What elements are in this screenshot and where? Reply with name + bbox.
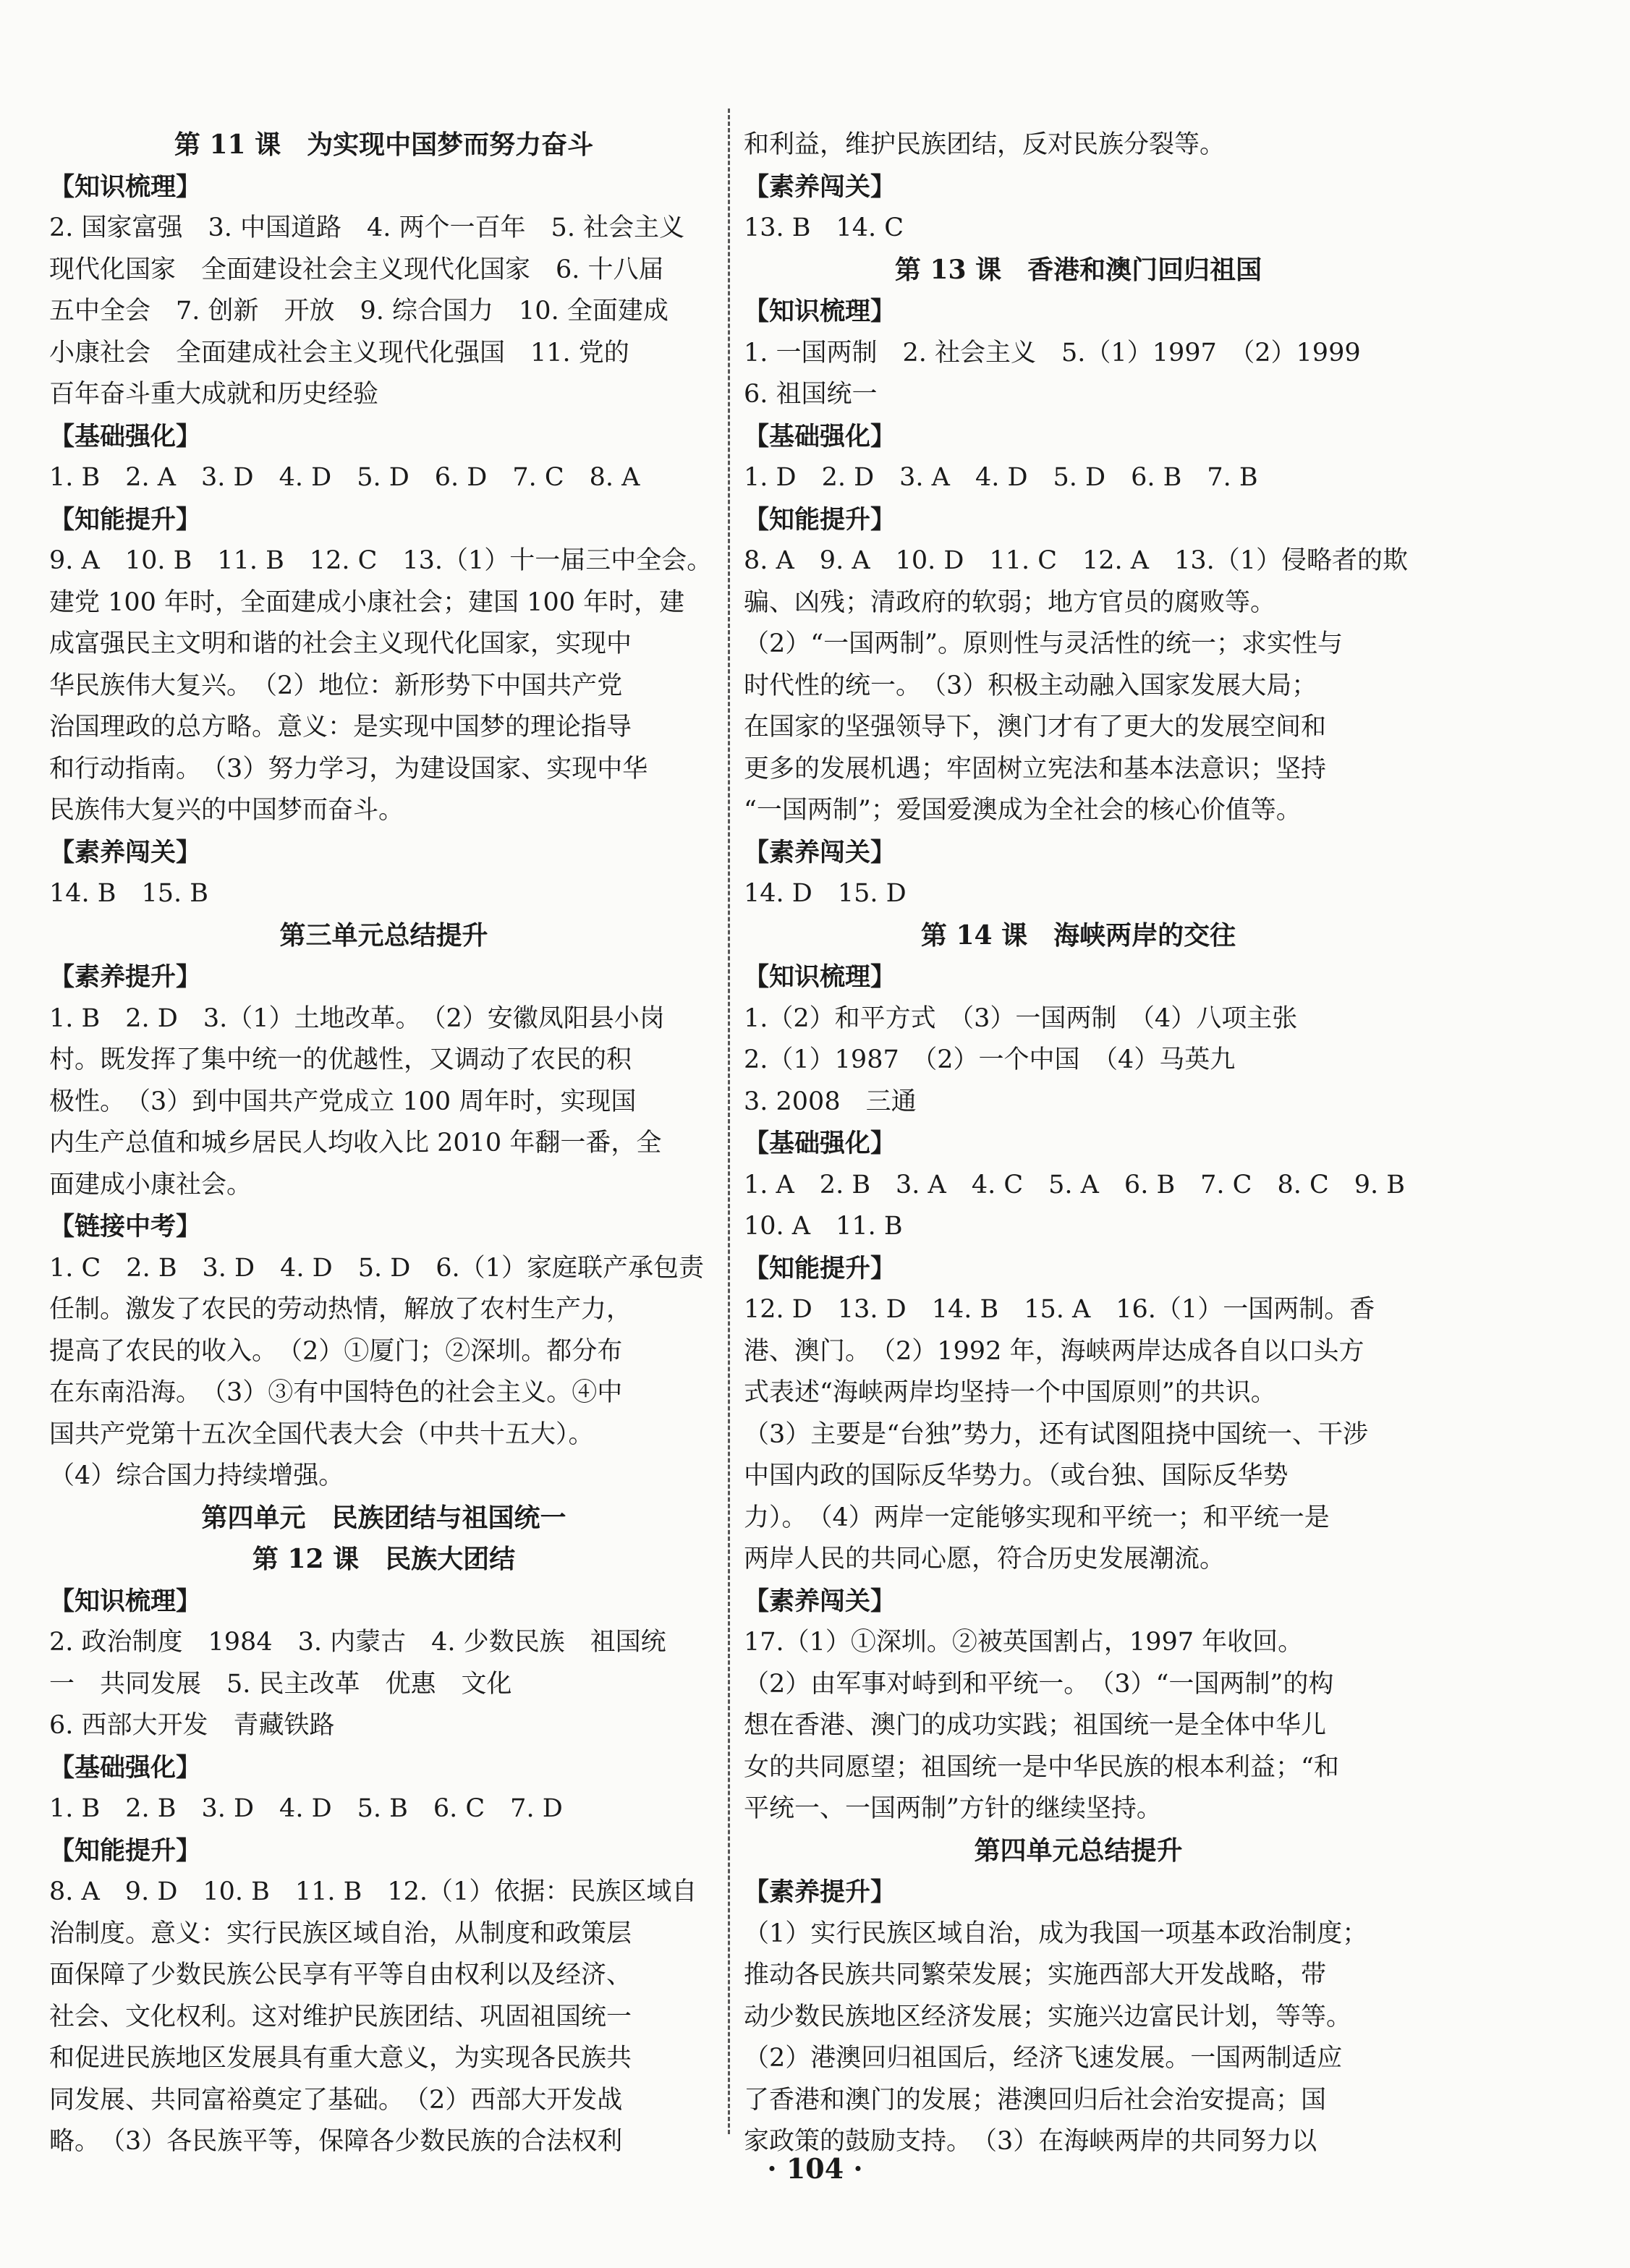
section-heading: 【知能提升】 — [744, 1253, 896, 1283]
answer-line: 现代化国家 全面建设社会主义现代化国家 6. 十八届 — [49, 255, 664, 284]
lesson-title: 第 13 课 香港和澳门回归祖国 — [894, 254, 1262, 285]
answer-line: 国共产党第十五次全国代表大会（中共十五大）。 — [49, 1419, 594, 1449]
answer-line: 10. A 11. B — [744, 1212, 903, 1241]
lesson-title: 第四单元总结提升 — [974, 1835, 1183, 1866]
answer-line: 14. D 15. D — [744, 879, 907, 908]
answer-line: （2）由军事对峙到和平统一。 （3）“一国两制”的构 — [744, 1669, 1334, 1699]
answer-line: 14. B 15. B — [49, 879, 209, 908]
answer-line: 提高了农民的收入。 （2）①厦门；②深圳。都分布 — [49, 1336, 623, 1366]
section-heading: 【基础强化】 — [744, 1129, 896, 1158]
answer-line: 1. B 2. A 3. D 4. D 5. D 6. D 7. C 8. A — [49, 463, 640, 492]
lesson-title: 第 12 课 民族大团结 — [252, 1544, 516, 1574]
answer-line: 建党 100 年时，全面建成小康社会；建国 100 年时，建 — [49, 587, 685, 617]
answer-line: （2）“一国两制”。原则性与灵活性的统一；求实性与 — [744, 629, 1344, 658]
answer-line: 任制。激发了农民的劳动热情，解放了农村生产力， — [49, 1295, 632, 1324]
answer-line: 力）。 （4）两岸一定能够实现和平统一；和平统一是 — [744, 1503, 1330, 1532]
answer-line: 社会、文化权利。这对维护民族团结、巩固祖国统一 — [49, 2002, 632, 2031]
answer-line: 两岸人民的共同心愿，符合历史发展潮流。 — [744, 1545, 1226, 1573]
answer-line: 同发展、共同富裕奠定了基础。 （2）西部大开发战 — [49, 2085, 623, 2115]
lesson-title: 第四单元 民族团结与祖国统一 — [201, 1502, 566, 1533]
answer-line: 百年奋斗重大成就和历史经验 — [49, 380, 379, 409]
answer-line: 6. 西部大开发 青藏铁路 — [49, 1711, 335, 1740]
answer-line: 略。 （3）各民族平等，保障各少数民族的合法权利 — [49, 2127, 623, 2156]
answer-line: 2.（1）1987 （2）一个中国 （4）马英九 — [744, 1045, 1236, 1074]
answer-line: 2. 国家富强 3. 中国道路 4. 两个一百年 5. 社会主义 — [49, 213, 685, 242]
answer-line: 8. A 9. A 10. D 11. C 12. A 13.（1）侵略者的欺 — [744, 546, 1408, 575]
left-column — [49, 124, 718, 2163]
right-column — [744, 124, 1413, 2163]
answer-line: 动少数民族地区经济发展；实施兴边富民计划，等等。 — [744, 2002, 1352, 2031]
answer-line: 面建成小康社会。 — [49, 1170, 252, 1199]
answer-line: 小康社会 全面建成社会主义现代化强国 11. 党的 — [49, 338, 629, 368]
section-heading: 【基础强化】 — [49, 421, 202, 451]
section-heading: 【素养闯关】 — [744, 1586, 896, 1616]
section-heading: 【基础强化】 — [49, 1752, 202, 1783]
answer-line: 推动各民族共同繁荣发展；实施西部大开发战略，带 — [744, 1961, 1327, 1989]
page-number: · 104 · — [767, 2152, 863, 2185]
answer-line: 1. B 2. D 3.（1）土地改革。 （2）安徽凤阳县小岗 — [49, 1003, 665, 1033]
answer-line: （1）实行民族区域自治，成为我国一项基本政治制度； — [744, 1919, 1368, 1948]
section-heading: 【知识梳理】 — [744, 962, 896, 992]
answer-line: 骗、凶残；清政府的软弱；地方官员的腐败等。 — [744, 587, 1276, 617]
answer-line: 平统一、一国两制”方针的继续坚持。 — [744, 1794, 1162, 1823]
answer-line: 12. D 13. D 14. B 15. A 16.（1）一国两制。香 — [744, 1295, 1375, 1324]
answer-line: 17.（1）①深圳。②被英国割占，1997 年收回。 — [744, 1628, 1304, 1657]
answer-line: 式表述“海峡两岸均坚持一个中国原则”的共识。 — [744, 1378, 1276, 1407]
answer-line: 想在香港、澳门的成功实践；祖国统一是全体中华儿 — [744, 1711, 1327, 1740]
answer-line: 在东南沿海。 （3）③有中国特色的社会主义。④中 — [49, 1378, 623, 1407]
answer-line: 和利益，维护民族团结，反对民族分裂等。 — [744, 130, 1226, 159]
answer-line: 治国理政的总方略。意义：是实现中国梦的理论指导 — [49, 713, 632, 742]
section-heading: 【素养闯关】 — [49, 837, 202, 867]
answer-line: 女的共同愿望；祖国统一是中华民族的根本利益；“和 — [744, 1752, 1339, 1782]
section-heading: 【知能提升】 — [744, 504, 896, 535]
answer-line: 1. B 2. B 3. D 4. D 5. B 6. C 7. D — [49, 1794, 563, 1823]
section-heading: 【素养闯关】 — [744, 171, 896, 202]
answer-line: （3）主要是“台独”势力，还有试图阻挠中国统一、干涉 — [744, 1419, 1369, 1449]
answer-line: 成富强民主文明和谐的社会主义现代化国家，实现中 — [49, 629, 632, 658]
answer-line: 村。既发挥了集中统一的优越性，又调动了农民的积 — [49, 1045, 632, 1074]
lesson-title: 第 11 课 为实现中国梦而努力奋斗 — [174, 129, 594, 160]
answer-line: 一 共同发展 5. 民主改革 优惠 文化 — [49, 1669, 512, 1699]
lesson-title: 第 14 课 海峡两岸的交往 — [920, 919, 1236, 951]
answer-line: 13. B 14. C — [744, 213, 904, 242]
section-heading: 【知能提升】 — [49, 1835, 202, 1866]
section-heading: 【知识梳理】 — [744, 297, 896, 326]
answer-line: 1. 一国两制 2. 社会主义 5.（1）1997 （2）1999 — [744, 338, 1361, 368]
answer-line: 了香港和澳门的发展；港澳回归后社会治安提高；国 — [744, 2085, 1327, 2115]
answer-line: 港、澳门。 （2）1992 年，海峡两岸达成各自以口头方 — [744, 1336, 1364, 1366]
answer-line: 1. D 2. D 3. A 4. D 5. D 6. B 7. B — [744, 463, 1258, 492]
section-heading: 【知识梳理】 — [49, 171, 202, 202]
answer-line: 内生产总值和城乡居民人均收入比 2010 年翻一番，全 — [49, 1129, 662, 1158]
answer-line: 民族伟大复兴的中国梦而奋斗。 — [49, 796, 404, 825]
section-heading: 【链接中考】 — [49, 1212, 202, 1241]
answer-line: “一国两制”；爱国爱澳成为全社会的核心价值等。 — [744, 796, 1302, 825]
answer-line: 极性。 （3）到中国共产党成立 100 周年时，实现国 — [49, 1087, 637, 1116]
answer-line: 和行动指南。 （3）努力学习，为建设国家、实现中华 — [49, 754, 648, 783]
section-heading: 【素养闯关】 — [744, 837, 896, 867]
answer-line: （4）综合国力持续增强。 — [49, 1461, 344, 1490]
answer-line: 1. A 2. B 3. A 4. C 5. A 6. B 7. C 8. C 9. B — [744, 1170, 1405, 1199]
section-heading: 【知识梳理】 — [49, 1586, 202, 1616]
answer-line: 8. A 9. D 10. B 11. B 12.（1）依据：民族区域自 — [49, 1877, 697, 1906]
section-heading: 【素养提升】 — [49, 962, 202, 992]
answer-line: 中国内政的国际反华势力。（或台独、国际反华势 — [744, 1461, 1289, 1490]
answer-line: 9. A 10. B 11. B 12. C 13.（1）十一届三中全会。 — [49, 546, 713, 575]
answer-line: 和促进民族地区发展具有重大意义，为实现各民族共 — [49, 2044, 632, 2073]
section-heading: 【知能提升】 — [49, 504, 202, 535]
answer-line: 1. C 2. B 3. D 4. D 5. D 6.（1）家庭联产承包责 — [49, 1253, 704, 1283]
answer-line: 面保障了少数民族公民享有平等自由权利以及经济、 — [49, 1961, 632, 1989]
section-heading: 【素养提升】 — [744, 1877, 896, 1907]
answer-line: 2. 政治制度 1984 3. 内蒙古 4. 少数民族 祖国统 — [49, 1628, 666, 1657]
section-heading: 【基础强化】 — [744, 421, 896, 451]
answer-line: 在国家的坚强领导下，澳门才有了更大的发展空间和 — [744, 713, 1327, 742]
lesson-title: 第三单元总结提升 — [279, 919, 488, 951]
answer-line: 时代性的统一。 （3）积极主动融入国家发展大局； — [744, 671, 1317, 700]
column-divider — [728, 109, 730, 2134]
answer-line: 更多的发展机遇；牢固树立宪法和基本法意识；坚持 — [744, 754, 1327, 783]
answer-line: 五中全会 7. 创新 开放 9. 综合国力 10. 全面建成 — [49, 297, 668, 326]
answer-line: 治制度。意义：实行民族区域自治，从制度和政策层 — [49, 1919, 632, 1948]
answer-line: 华民族伟大复兴。 （2）地位：新形势下中国共产党 — [49, 671, 623, 700]
answer-line: 家政策的鼓励支持。 （3）在海峡两岸的共同努力以 — [744, 2127, 1317, 2156]
answer-line: （2）港澳回归祖国后，经济飞速发展。一国两制适应 — [744, 2044, 1343, 2073]
answer-line: 6. 祖国统一 — [744, 380, 878, 409]
answer-line: 1.（2）和平方式 （3）一国两制 （4）八项主张 — [744, 1003, 1298, 1033]
answer-line: 3. 2008 三通 — [744, 1087, 917, 1116]
